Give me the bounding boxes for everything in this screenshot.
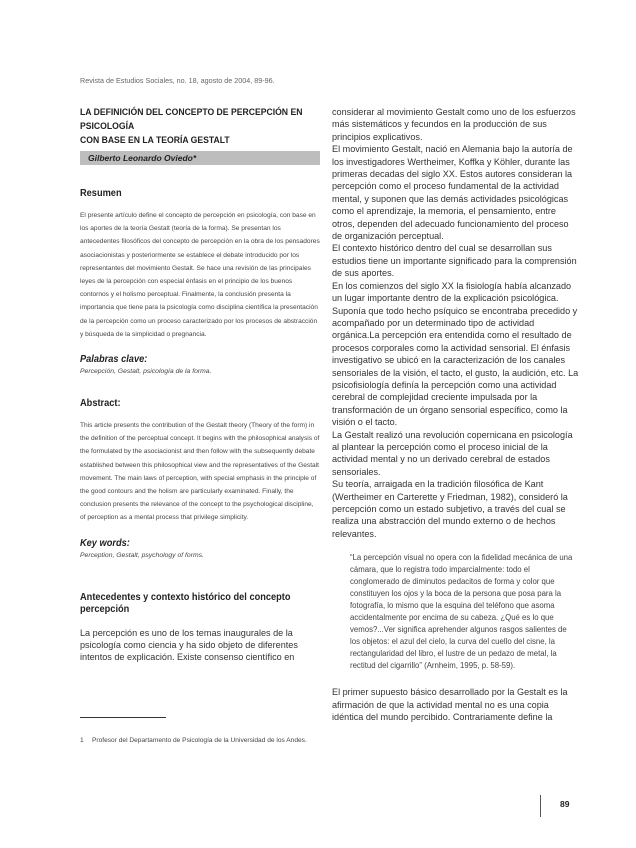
antecedentes-text: La percepción es uno de los temas inaugurales de la psicología como ciencia y ha sido objeto de diferentes intentos de explicación. Existe consenso científico en (80, 627, 298, 663)
palabras-clave-heading: Palabras clave: (80, 353, 148, 366)
paragraph-3: El contexto histórico dentro del cual se desarrollan sus estudios tiene un importante significado para la comprensión de sus aportes. (332, 243, 577, 279)
paragraph-2: El movimiento Gestalt, nació en Alemania bajo la autoría de los investigadores Wertheimer, Koffka y Köhler, durante las primeras decadas del siglo XX. Estos autores consideran la percepción como el proceso fundamental de la actividad mental, y suponen que las demás actividades psicológicas como el aprendizaje, la memoria, el pensamiento, entre otros, dependen del adecuado funcionamiento del proceso de organización perceptual. (332, 144, 573, 242)
closing-paragraph: El primer supuesto básico desarrollado por la Gestalt es la afirmación de que la actividad mental no es una copia idéntica del mundo percibido. Contrariamente define la (332, 687, 568, 723)
author-name: Gilberto Leonardo Oviedo* (80, 151, 320, 165)
article-title-line-1: LA DEFINICIÓN DEL CONCEPTO DE PERCEPCIÓN EN PSICOLOGÍA (80, 107, 303, 132)
resumen-heading: Resumen (80, 187, 122, 199)
paragraph-5: La Gestalt realizó una revolución copernicana en psicología al plantear la percepción como el proceso inicial de la actividad mental y no un derivado cerebral de estados sensoriales. (332, 429, 573, 477)
left-column (80, 106, 320, 664)
block-quote: “La percepción visual no opera con la fidelidad mecánica de una cámara, que lo registra todo imparcialmente: todo el conglomerado de diminutos pedacitos de forma y color que constituyen los ojos y la boca de la persona que posa para la fotografía, lo mismo que la esquina del teléfono que asoma accidentalmente por encima de su cabeza. ¿Qué es lo que vemos?...Ver significa aprehender algunos rasgos salientes de los objetos: el azul del cielo, la curva del cuello del cisne, la rectangularidad del libro, el lustre de un pedazo de metal, la rectitud del cigarrillo” (Arnheim, 1995, p. 58-59). (350, 553, 573, 671)
footnote-rule (80, 717, 166, 718)
antecedentes-heading: Antecedentes y contexto histórico del concepto percepción (80, 590, 291, 615)
key-words-text: Perception, Gestalt, psychology of forms. (80, 551, 204, 559)
footnote-text: Profesor del Departamento de Psicología de la Universidad de los Andes. (92, 737, 307, 744)
running-header: Revista de Estudios Sociales, no. 18, agosto de 2004, 89-96. (80, 76, 275, 85)
palabras-clave-text: Percepción, Gestalt, psicología de la forma. (80, 368, 212, 376)
resumen-text: El presente artículo define el concepto de percepción en psicología, con base en los aportes de la teoría Gestalt (teoría de la forma). Se presentan los antecedentes filosóficos del concepto de percepción en la obra de los pensadores asociacionistas y posteriormente se establece el debate introducido por los representantes del movimiento Gestalt. Se hace una revisión de las principales leyes de la percepción con especial énfasis en el principio de los buenos contornos y el holismo perceptual. Finalmente, la conclusión presenta la importancia que tiene para la psicología como disciplina científica la presentación de la percepción como un proceso caracterizado por los procesos de abstracción y búsqueda de la simplicidad o pregnancia. (80, 212, 320, 338)
article-title-line-2: CON BASE EN LA TEORÍA GESTALT (80, 135, 230, 146)
article-title (80, 106, 322, 148)
paragraph-6: Su teoría, arraigada en la tradición filosófica de Kant (Wertheimer en Carterette y Friedman, 1982), consideró la percepción como un estado subjetivo, a través del cual se realiza una abstracción del mundo externo o de hechos relevantes. (332, 479, 568, 539)
abstract-heading: Abstract: (80, 397, 121, 410)
footnote (80, 736, 320, 746)
paragraph-1: considerar al movimiento Gestalt como uno de los esfuerzos más sistemáticos y fecundos en la producción de sus principios explicativos. (332, 107, 576, 142)
key-words-heading: Key words: (80, 536, 130, 549)
page-number: 89 (560, 799, 570, 809)
abstract-text: This article presents the contribution of the Gestalt theory (Theory of the form) in the definition of the perceptual concept. It begins with the philosophical analysis of the formulated by the asociacionist and then follow with the subsequently debate established between this philosophical view and the representatives of the Gestalt movement. The main laws of perception, with special emphasis in the principle of the good contours and the holism are particularly examinated. Finally, the conclusion presents the relevance of the concept to the psychological discipline, of perception as a mental process that privilege simplicity. (80, 422, 320, 522)
body-paragraphs (332, 106, 580, 540)
page-number-divider (540, 795, 541, 817)
footnote-number: 1 (80, 737, 84, 744)
paragraph-4: En los comienzos del siglo XX la fisiología había alcanzado un lugar importante dentro de la explicación psicológica. Suponía que todo hecho psíquico se encontraba precedido y acompañado por un determinado tipo de actividad orgánica.La percepción era entendida como el resultado de procesos corporales como la actividad sensorial. El énfasis investigativo se ubicó en la caracterización de los canales sensoriales de la visión, el tacto, el gusto, la audición, etc. La psicofisiología definía la percepción como una actividad cerebral de complejidad creciente impulsada por la transformación de un órgano sensorial específico, como la visión o el tacto. (332, 280, 579, 428)
right-column (332, 106, 580, 723)
